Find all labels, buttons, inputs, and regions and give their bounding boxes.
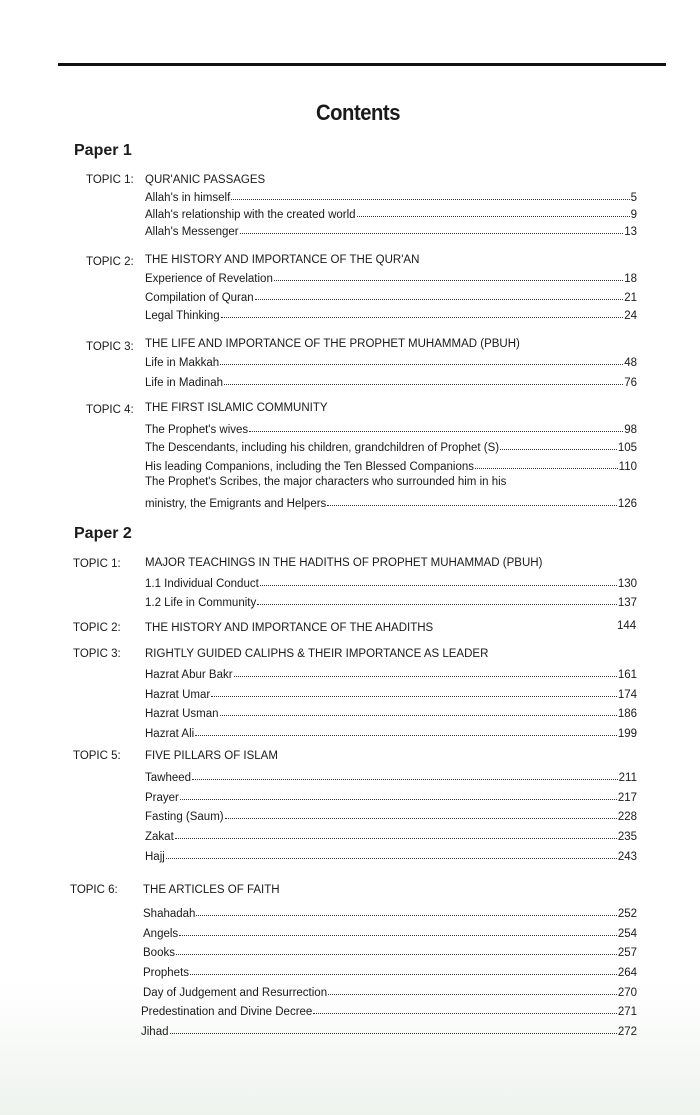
toc-entry[interactable]: Prophets 264 — [143, 967, 637, 979]
paper-2-heading: Paper 2 — [74, 525, 132, 542]
toc-entry[interactable]: Life in Makkah 48 — [145, 357, 637, 369]
toc-entry[interactable]: The Descendants, including his children, grandchildren of Prophet (S) 105 — [145, 442, 637, 454]
toc-entry[interactable]: Allah's in himself 5 — [145, 192, 637, 204]
page-title: Contents — [315, 100, 401, 125]
p2-topic-6-title: THE ARTICLES OF FAITH — [143, 884, 280, 896]
p2-topic-3-label: TOPIC 3: — [73, 648, 121, 660]
p2-topic-6-label: TOPIC 6: — [70, 884, 118, 896]
toc-entry[interactable]: Hazrat Ali 199 — [145, 728, 637, 740]
p1-topic-1-title: QUR'ANIC PASSAGES — [145, 174, 266, 186]
toc-entry[interactable]: Tawheed 211 — [145, 772, 637, 784]
header-rule — [58, 63, 666, 66]
toc-entry[interactable]: Books 257 — [143, 947, 637, 959]
toc-entry[interactable]: Allah's relationship with the created world 9 — [145, 209, 637, 221]
p2-topic-5-label: TOPIC 5: — [73, 750, 121, 762]
toc-entry[interactable]: Angels 254 — [143, 928, 637, 940]
toc-entry[interactable]: Hajj 243 — [145, 851, 637, 863]
toc-entry[interactable]: His leading Companions, including the Ten Blessed Companions 110 — [145, 461, 637, 473]
toc-entry[interactable]: Fasting (Saum) 228 — [145, 811, 637, 823]
p2-topic-2-label: TOPIC 2: — [73, 622, 121, 634]
p2-topic-2-page: 144 — [617, 620, 637, 632]
p1-topic-3-label: TOPIC 3: — [86, 341, 134, 353]
toc-entry[interactable]: The Prophet's wives 98 — [145, 424, 637, 436]
toc-entry[interactable]: Compilation of Quran 21 — [145, 292, 637, 304]
toc-entry-line1: The Prophet's Scribes, the major characters who surrounded him in his — [145, 476, 507, 488]
p2-topic-3-title: RIGHTLY GUIDED CALIPHS & THEIR IMPORTANCE AS LEADER — [145, 648, 489, 660]
p2-topic-1-label: TOPIC 1: — [73, 558, 121, 570]
p1-topic-1-label: TOPIC 1: — [86, 174, 134, 186]
toc-entry[interactable]: Experience of Revelation 18 — [145, 273, 637, 285]
p1-topic-2-label: TOPIC 2: — [86, 256, 134, 268]
toc-entry[interactable]: Prayer 217 — [145, 792, 637, 804]
toc-entry[interactable]: Day of Judgement and Resurrection 270 — [143, 987, 637, 999]
toc-entry[interactable]: Life in Madinah 76 — [145, 377, 637, 389]
toc-entry[interactable]: 1.2 Life in Community 137 — [145, 597, 637, 609]
toc-entry[interactable]: Jihad 272 — [141, 1026, 637, 1038]
p2-topic-2-title[interactable]: THE HISTORY AND IMPORTANCE OF THE AHADITHS — [145, 622, 434, 634]
toc-entry[interactable]: Hazrat Usman 186 — [145, 708, 637, 720]
toc-entry[interactable]: Legal Thinking 24 — [145, 310, 637, 322]
toc-entry[interactable]: Predestination and Divine Decree 271 — [141, 1006, 637, 1018]
toc-entry[interactable]: ministry, the Emigrants and Helpers 126 — [145, 498, 637, 510]
p1-topic-2-title: THE HISTORY AND IMPORTANCE OF THE QUR'AN — [145, 254, 420, 266]
p1-topic-4-title: THE FIRST ISLAMIC COMMUNITY — [145, 402, 328, 414]
toc-entry[interactable]: Shahadah 252 — [143, 908, 637, 920]
toc-entry[interactable]: Allah's Messenger 13 — [145, 226, 637, 238]
p1-topic-4-label: TOPIC 4: — [86, 404, 134, 416]
p2-topic-1-title: MAJOR TEACHINGS IN THE HADITHS OF PROPHET MUHAMMAD (PBUH) — [145, 557, 543, 569]
paper-1-heading: Paper 1 — [74, 142, 132, 159]
toc-entry[interactable]: Hazrat Abur Bakr 161 — [145, 669, 637, 681]
toc-entry[interactable]: Zakat 235 — [145, 831, 637, 843]
toc-entry[interactable]: Hazrat Umar 174 — [145, 689, 637, 701]
p1-topic-3-title: THE LIFE AND IMPORTANCE OF THE PROPHET MUHAMMAD (PBUH) — [145, 338, 520, 350]
toc-entry[interactable]: 1.1 Individual Conduct 130 — [145, 578, 637, 590]
p2-topic-5-title: FIVE PILLARS OF ISLAM — [145, 750, 278, 762]
